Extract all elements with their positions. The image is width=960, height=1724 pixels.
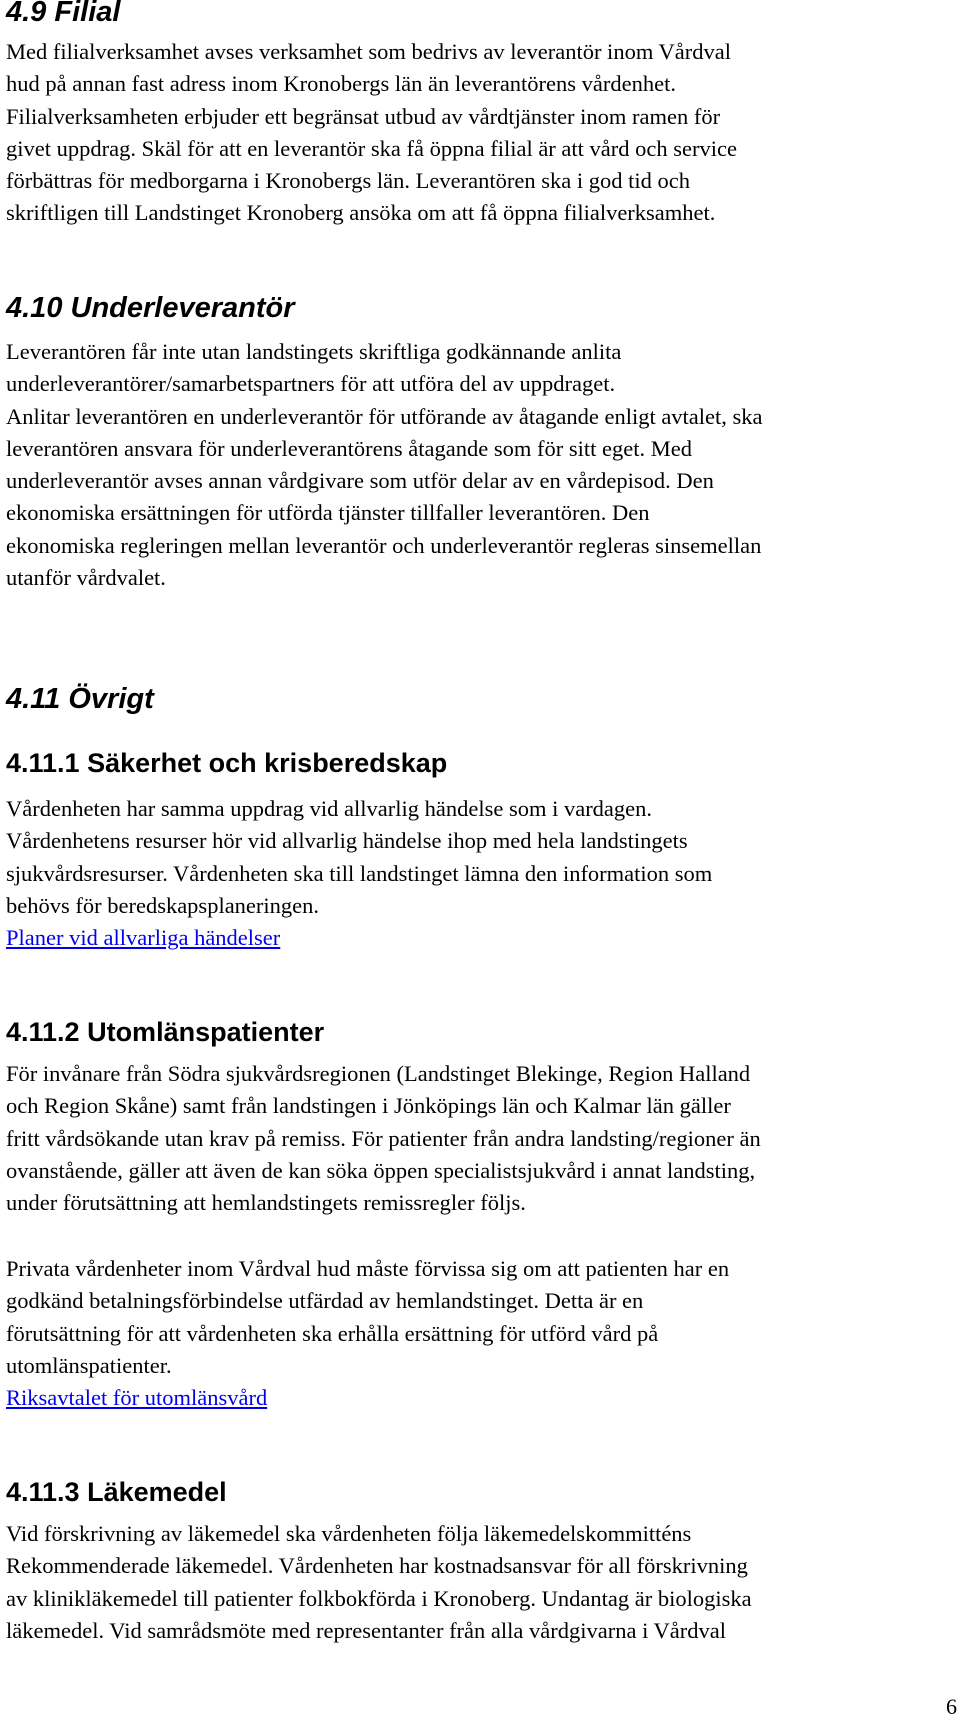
text-line: Rekommenderade läkemedel. Vårdenheten har kostnadsansvar för all förskrivning [6, 1553, 748, 1579]
section-4-10-paragraph [6, 336, 956, 594]
text-line: Privata vårdenheter inom Vårdval hud måste förvissa sig om att patienten har en [6, 1256, 730, 1281]
text-line: förbättras för medborgarna i Kronobergs län. Leverantören ska i god tid och [6, 168, 690, 194]
section-4-10-heading: 4.10 Underleverantör [6, 292, 295, 324]
riksavtalet-link[interactable]: Riksavtalet för utomlänsvård [6, 1385, 268, 1411]
text-line: sjukvårdsresurser. Vårdenheten ska till landstinget lämna den information som [6, 860, 713, 886]
text-line: behövs för beredskapsplaneringen. [6, 892, 320, 918]
text-line: och Region Skåne) samt från landstingen i Jönköpings län och Kalmar län gäller [6, 1093, 731, 1119]
page-number: 6 [946, 1694, 957, 1719]
text-line: godkänd betalningsförbindelse utfärdad av hemlandstinget. Detta är en [6, 1288, 644, 1314]
text-line: läkemedel. Vid samrådsmöte med representanter från alla vårdgivarna i Vårdval [6, 1617, 727, 1643]
section-4-11-3-paragraph [6, 1518, 956, 1647]
section-4-9-heading: 4.9 Filial [6, 0, 121, 28]
text-line: Filialverksamheten erbjuder ett begränsat utbud av vårdtjänster inom ramen för [6, 103, 721, 129]
text-line: Med filialverksamhet avses verksamhet som bedrivs av leverantör inom Vårdval [6, 39, 731, 64]
text-line: av klinikläkemedel till patienter folkbokförda i Kronoberg. Undantag är biologiska [6, 1585, 752, 1611]
text-line: underleverantörer/samarbetspartners för att utföra del av uppdraget. [6, 371, 616, 397]
text-line: underleverantör avses annan vårdgivare som utför delar av en vårdepisod. Den [6, 468, 714, 494]
section-4-11-heading: 4.11 Övrigt [6, 683, 154, 715]
text-line: leverantören ansvara för underleverantörens åtagande som för sitt eget. Med [6, 435, 692, 461]
section-4-11-2-paragraph-1 [6, 1058, 956, 1219]
text-line: skriftligen till Landstinget Kronoberg ansöka om att få öppna filialverksamhet. [6, 200, 716, 226]
text-line: utanför vårdvalet. [6, 565, 166, 591]
text-line: under förutsättning att hemlandstingets remissregler följs. [6, 1190, 526, 1216]
text-line: För invånare från Södra sjukvårdsregionen (Landstinget Blekinge, Region Halland [6, 1061, 751, 1086]
section-4-11-1-paragraph [6, 793, 956, 954]
text-line: ekonomiska regleringen mellan leverantör och underleverantör regleras sinsemellan [6, 532, 762, 558]
section-4-11-3-heading: 4.11.3 Läkemedel [6, 1477, 227, 1507]
section-4-9-paragraph [6, 36, 956, 230]
text-line: givet uppdrag. Skäl för att en leverantör ska få öppna filial är att vård och service [6, 135, 737, 161]
text-line: Vid förskrivning av läkemedel ska vårdenheten följa läkemedelskommitténs [6, 1521, 692, 1546]
planer-link[interactable]: Planer vid allvarliga händelser [6, 925, 281, 951]
section-4-11-1-heading: 4.11.1 Säkerhet och krisberedskap [6, 748, 448, 778]
text-line: Vårdenhetens resurser hör vid allvarlig händelse ihop med hela landstingets [6, 828, 688, 854]
text-line: ekonomiska ersättningen för utförda tjänster tillfaller leverantören. Den [6, 500, 650, 526]
text-line: Leverantören får inte utan landstingets skriftliga godkännande anlita [6, 339, 622, 364]
section-4-11-2-heading: 4.11.2 Utomlänspatienter [6, 1017, 325, 1047]
text-line: fritt vårdsökande utan krav på remiss. För patienter från andra landsting/regioner än [6, 1125, 761, 1151]
text-line: hud på annan fast adress inom Kronobergs län än leverantörens vårdenhet. [6, 71, 676, 97]
text-line: förutsättning för att vårdenheten ska erhålla ersättning för utförd vård på [6, 1320, 659, 1346]
text-line: Vårdenheten har samma uppdrag vid allvarlig händelse som i vardagen. [6, 796, 653, 821]
section-4-11-2-paragraph-2 [6, 1253, 956, 1414]
text-line: ovanstående, gäller att även de kan söka öppen specialistsjukvård i annat landsting, [6, 1157, 756, 1183]
text-line: Anlitar leverantören en underleverantör för utförande av åtagande enligt avtalet, ska [6, 403, 763, 429]
text-line: utomlänspatienter. [6, 1352, 172, 1378]
